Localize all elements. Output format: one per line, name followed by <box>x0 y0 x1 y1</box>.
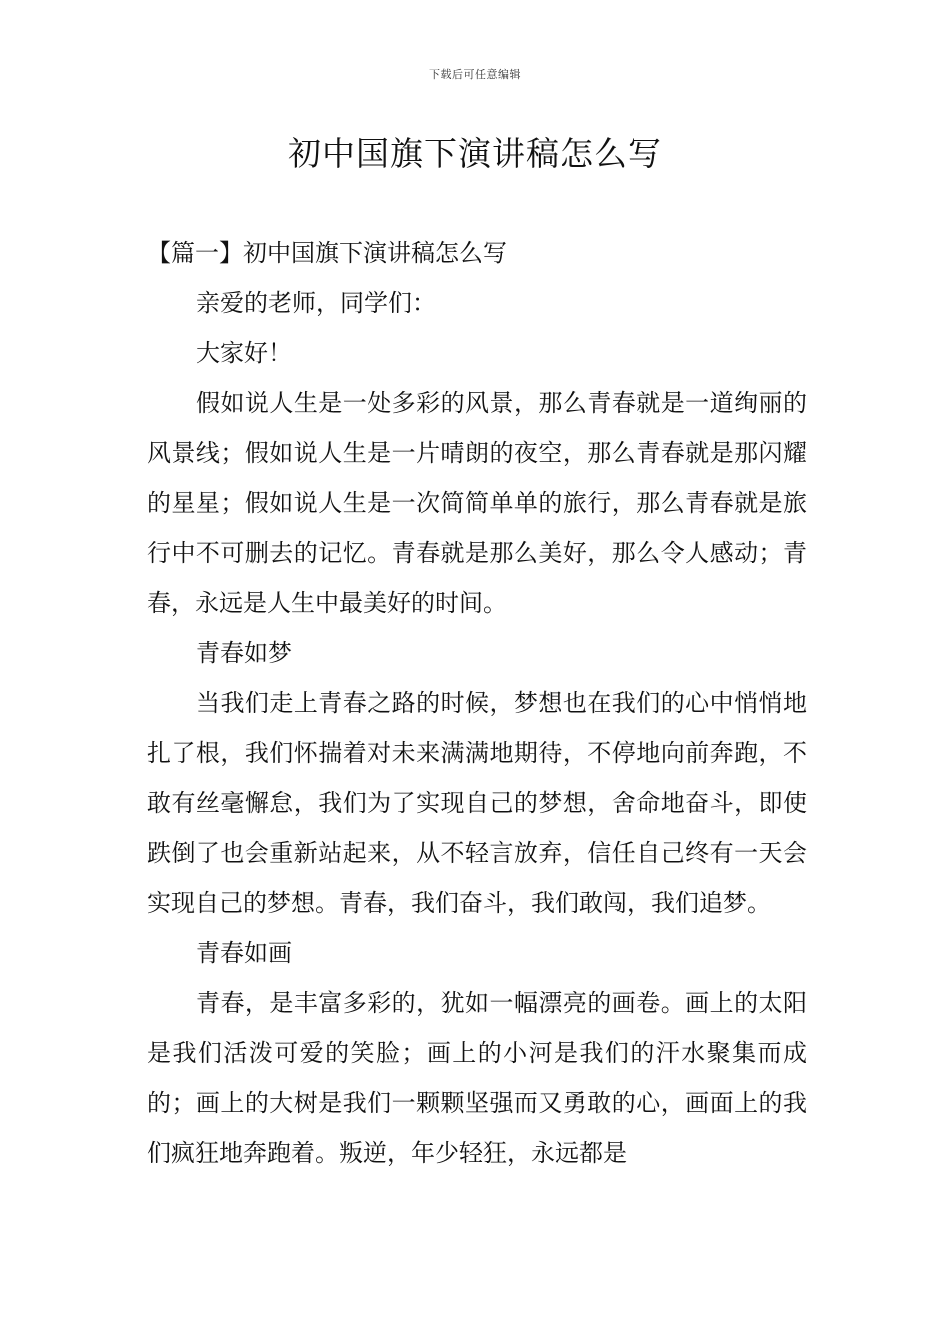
document-title: 初中国旗下演讲稿怎么写 <box>288 134 662 173</box>
paragraph-intro: 假如说人生是一处多彩的风景，那么青春就是一道绚丽的风景线；假如说人生是一片晴朗的夜空，那么青春就是那闪耀的星星；假如说人生是一次简简单单的旅行，那么青春就是旅行中不可删去的记忆。青春就是那么美好，那么令人感动；青春，永远是人生中最美好的时间。 <box>147 389 807 617</box>
header-note: 下载后可任意编辑 <box>429 68 521 81</box>
subheading-youth-dream: 青春如梦 <box>196 639 292 667</box>
paragraph-dream: 当我们走上青春之路的时候，梦想也在我们的心中悄悄地扎了根，我们怀揣着对未来满满地期待，不停地向前奔跑，不敢有丝毫懈怠，我们为了实现自己的梦想，舍命地奋斗，即使跌倒了也会重新站起来，从不轻言放弃，信任自己终有一天会实现自己的梦想。青春，我们奋斗，我们敢闯，我们追梦。 <box>147 689 807 917</box>
section-heading: 【篇一】初中国旗下演讲稿怎么写 <box>147 239 507 267</box>
document-body <box>147 228 807 1178</box>
paragraph-painting: 青春，是丰富多彩的，犹如一幅漂亮的画卷。画上的太阳是我们活泼可爱的笑脸；画上的小河是我们的汗水聚集而成的；画上的大树是我们一颗颗坚强而又勇敢的心，画面上的我们疯狂地奔跑着。叛逆，年少轻狂，永远都是 <box>147 989 807 1167</box>
salutation: 亲爱的老师，同学们： <box>196 289 436 317</box>
subheading-youth-painting: 青春如画 <box>196 939 292 967</box>
greeting: 大家好！ <box>196 339 292 367</box>
